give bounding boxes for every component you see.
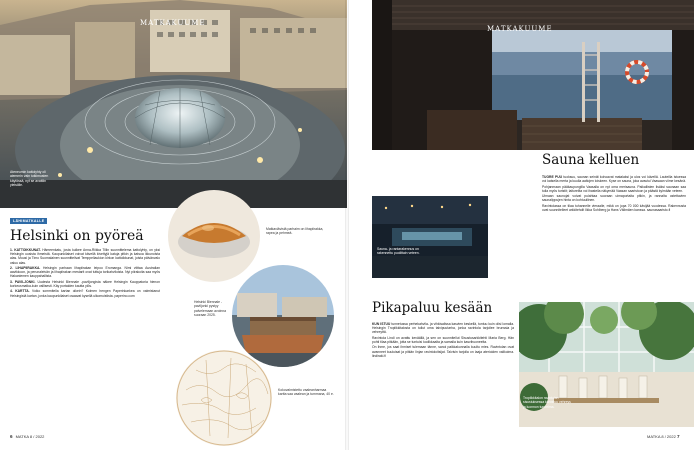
paragraph: Ravintola Lindi on avattu keväällä, ja sen on suunnitellut Sisustusarkkitehti Maria Berg. Hän pohti tilaa pitkään, jotta se tuntuisi kodikkaalta ja samalla kuin kasvihuoneelta.: [372, 335, 514, 344]
list-item: 4. KARTTA. Voiko sommitella kartan oikein? Kolmen hengen Paperinkarkea on valmistanut Helsingistä kartan, jonka kaupunkilaiset osaavat kysellä ulkomuistista. paperino.com: [10, 289, 160, 298]
sea-pool-photo: [372, 196, 488, 278]
paragraph: Pohjanmaan pääkaupungilla Vaasalla on nyt oma merisauna. Paikallisten lisäksi saunaan saa tulla myös turistit; laitureilta voi ihastella näkymää Vaasan saaristoon ja päästä kylmään veteen.: [542, 184, 686, 193]
paragraph: TUORE PUU tuoksuu, saunan seinät kohoavat matalaksi ja ulos voi kävellä. Lauteilla istuessa voi katsella merta ja kuulla aaltojen loiskeen. Kyse on sauna, joka avautui Vaasaan viime kesänä.: [542, 175, 686, 184]
right-folio: MATKA 8 / 2022 7: [647, 434, 680, 439]
article-body: [10, 248, 160, 299]
hero-caption: Ateneumin kattolyhty oli aiemmin vain tutkimusten käytössä, nyt se avattiin yleisölle.: [10, 170, 49, 188]
section-label: MATKAKUUME: [487, 25, 553, 33]
sauna-body: [542, 175, 686, 213]
sauna-interior-photo: [372, 0, 694, 150]
greenhouse-caption: Tropiikkitalon ravintolan sisustuksessa korostuu vehreys ja luonnon tunnelma.: [523, 396, 571, 409]
paragraph: On ihme, jos saat ihmiset tulemaan tänne, sanoi paikkakunnalla kuultu mies. Ravintolan ovat avanneet kuuluisat ja pitkän linjan ravintoloitsijat. Talvisin tarjolla on laaja aterioiden valikoima. lindiraki.fi: [372, 345, 514, 358]
paragraph: KUN ISTUU tunnetussa perhekahvila- ja vihkisalissa kasvien keskellä, tuntuu kuin olisi lomalla. Helsingin Tropiikkitalosta on tullut oma talvipuutarha, jonka ravintola tarjoilee brunssia ja vehreyttä.: [372, 322, 514, 335]
article-title: Helsinki on pyöreä: [10, 228, 144, 244]
list-item: 1. KATTOIKKUNAT. Hämeenkatu, josta kulkee Anna-Riikka Tillin suunnittelema kattolyhty, on yksi Helsingin uusista ihmeistä. Kaupunkilaiset voivat kävellä kivettyjä katuja pitkin ja katsoa ikkunoista alas. Muusi ja Timo Suomalainen suunnittelivat Temppeliaukion kirkon kattoikkunat, joista päivänvalo valuu alas.: [10, 248, 161, 265]
sauna-caption: Vaasan uuden merisaunan saunan saa nähdä vain kesällä. Saunassa on tilaa yli kymmenelle saunojalle.: [379, 150, 416, 172]
pavilion-caption: Helsinki Biennale -paviljonki pystyy palvelemaan avoinna suoraan 2025.: [194, 300, 227, 318]
right-page: [347, 0, 694, 450]
meat-pie-photo: [168, 190, 260, 282]
pavilion-photo: [232, 265, 334, 367]
summer-title: Pikapaluu kesään: [372, 300, 493, 316]
list-item: 2. LIHAPIIRAKKA. Helsingin parhaan lihapiirakan leipoo Eromanga. Nimi viittaa Australian aavikkoon, ja perunaleivän ja lihapiirakan mestarit ovat tuttuja torikahviloista. Nyt piirakoita saa myös Hakaniemen kauppahallista.: [10, 266, 160, 279]
sauna-title: Sauna kelluen: [542, 152, 640, 168]
list-item: 3. PAVILJONKI. Uudesta Helsinki Biennale -paviljongista näkee Helsingin Kauppatoria hienon korkeusmatka-kuin vallisesti. Käy portaiden kautta ylös.: [10, 279, 160, 288]
page-gutter: [345, 0, 349, 450]
category-tag: LÄHIMATKALLE: [10, 218, 47, 224]
pool-caption: Sauna- ja rantarakennus on rakennettu puolittain veteen.: [377, 247, 420, 256]
map-illustration: [176, 350, 272, 446]
pie-caption: Matkaviävistä parhaim on lihapiirakka, rapea ja pehmeä.: [266, 227, 324, 236]
paragraph: Uimaan saunojat voivat pulahtaa suoraan uimaportaita pitkin, ja rannalta ostettavien saunalippujen hinta on kohtuullinen.: [542, 194, 686, 203]
section-label: MATKAKUUME: [140, 19, 206, 27]
paragraph: Ravintolassa on tilaa tuhannelle vieraalle, mikä on jopa 70 000 kävijää vuodessa. Rakennusta ovat suunnitelleet arkkitehdit Ilkka Sohlberg ja Hans Välimäen kanssa. saunasaaristo.fi: [542, 203, 686, 212]
map-caption: Kokovalmistettu vaaleanharmaa kartta saa vaalean ja tummana, 40 e.: [278, 388, 334, 397]
summer-body: [372, 322, 514, 359]
left-folio: 6 MATKA 8 / 2022: [10, 434, 45, 439]
